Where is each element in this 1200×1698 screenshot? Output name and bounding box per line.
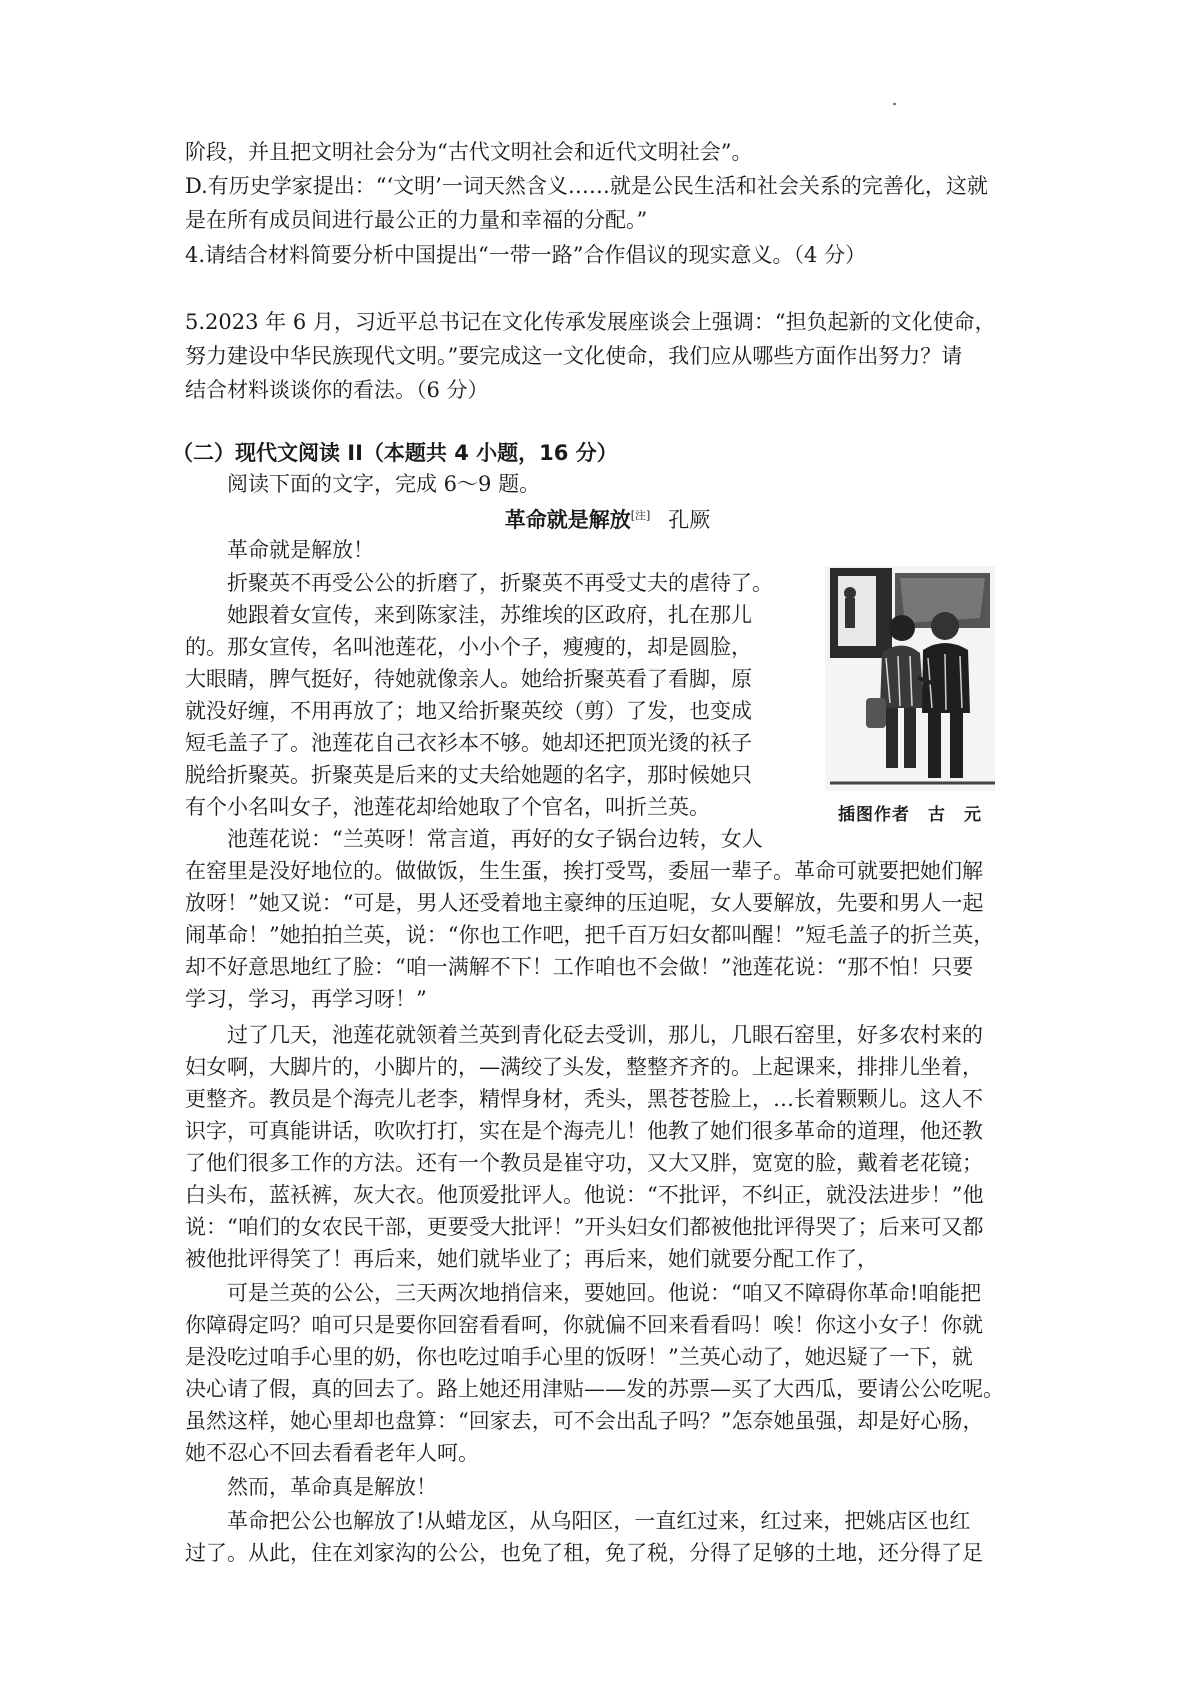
paragraph-line: 了他们很多工作的方法。还有一个教员是崔守功，又大又胖，宽宽的脸，戴着老花镜； — [185, 1151, 983, 1175]
paragraph-line: 白头布，蓝袄裤，灰大衣。他顶爱批评人。他说：“不批评，不纠正，就没法进步！”他 — [185, 1183, 984, 1207]
paragraph-line: 学习，学习，再学习呀！” — [185, 987, 427, 1011]
paragraph-line: 被他批评得笑了！再后来，她们就毕业了；再后来，她们就要分配工作了， — [185, 1247, 878, 1271]
paragraph-line: 妇女啊，大脚片的，小脚片的，—满绞了头发，整整齐齐的。上起课来，排排儿坐着， — [185, 1055, 983, 1079]
paragraph-line: 闹革命！”她拍拍兰英，说：“你也工作吧，把千百万妇女都叫醒！”短毛盖子的折兰英， — [185, 923, 995, 947]
paragraph-line: 的。那女宣传，名叫池莲花，小小个子，瘦瘦的，却是圆脸， — [185, 635, 752, 659]
text-line: 是在所有成员间进行最公正的力量和幸福的分配。” — [185, 208, 648, 232]
paragraph-line: 短毛盖子了。池莲花自己衣衫本不够。她却还把顶光烫的袄子 — [185, 731, 752, 755]
text-line: 努力建设中华民族现代文明。”要完成这一文化使命，我们应从哪些方面作出努力？请 — [185, 344, 963, 368]
section-heading: （二）现代文阅读 II（本题共 4 小题，16 分） — [172, 441, 618, 465]
paragraph-line: 在窑里是没好地位的。做做饭，生生蛋，挨打受骂，委屈一辈子。革命可就要把她们解 — [185, 859, 983, 883]
illustration-caption: 插图作者 古 元 — [838, 805, 982, 825]
paragraph-line: 说：“咱们的女农民干部，更要受大批评！”开头妇女们都被他批评得哭了；后来可又都 — [185, 1215, 984, 1239]
article-author: 孔厥 — [668, 508, 711, 532]
title-footnote-mark: [注] — [630, 509, 651, 522]
paragraph-line: 决心请了假，真的回去了。路上她还用津贴——发的苏票—买了大西瓜，要请公公吃呢。 — [185, 1377, 1004, 1401]
paragraph-line: 是没吃过咱手心里的奶，你也吃过咱手心里的饭呀！”兰英心动了，她迟疑了一下，就 — [185, 1345, 973, 1369]
paragraph-line: 你障碍定吗？咱可只是要你回窑看看呵，你就偏不回来看看吗！唉！你这小女子！你就 — [185, 1313, 983, 1337]
paragraph-line: 她不忍心不回去看看老年人呵。 — [185, 1441, 479, 1465]
paragraph-line: 可是兰英的公公，三天两次地捎信来，要她回。他说：“咱又不障碍你革命!咱能把 — [227, 1281, 982, 1305]
paragraph-line: 就没好缠，不用再放了；地又给折聚英绞（剪）了发，也变成 — [185, 699, 752, 723]
paragraph-line: 革命就是解放！ — [227, 538, 374, 562]
paragraph-line: 过了。从此，住在刘家沟的公公，也免了租，免了税，分得了足够的土地，还分得了足 — [185, 1541, 983, 1565]
paragraph-line: 虽然这样，她心里却也盘算：“回家去，可不会出乱子吗？”怎奈她虽强，却是好心肠， — [185, 1409, 984, 1433]
article-title: 革命就是解放 — [504, 508, 631, 532]
woodcut-illustration — [820, 558, 1005, 828]
paragraph-line: 折聚英不再受公公的折磨了，折聚英不再受丈夫的虐待了。 — [227, 571, 773, 595]
question-5: 5.2023 年 6 月，习近平总书记在文化传承发展座谈会上强调：“担负起新的文化使命， — [185, 310, 996, 334]
paragraph-line: 有个小名叫女子，池莲花却给她取了个官名，叫折兰英。 — [185, 795, 710, 819]
paragraph-line: 池莲花说：“兰英呀！常言道，再好的女子锅台边转，女人 — [227, 827, 763, 851]
paragraph-line: 过了几天，池莲花就领着兰英到青化砭去受训，那儿，几眼石窑里，好多农村来的 — [227, 1023, 983, 1047]
illustration-drawing — [820, 558, 1005, 798]
text-line: 阶段，并且把文明社会分为“古代文明社会和近代文明社会”。 — [185, 140, 753, 164]
scan-speck — [893, 103, 896, 105]
question-4: 4.请结合材料简要分析中国提出“一带一路”合作倡议的现实意义。（4 分） — [185, 243, 867, 267]
article-title-line — [185, 501, 1030, 535]
paragraph-line: 革命把公公也解放了!从蜡龙区，从乌阳区，一直红过来，红过来，把姚店区也红 — [227, 1509, 971, 1533]
paragraph-line: 更整齐。教员是个海壳儿老李，精悍身材，秃头，黑苍苍脸上，…长着颗颗儿。这人不 — [185, 1087, 983, 1111]
paragraph-line: 她跟着女宣传，来到陈家洼，苏维埃的区政府，扎在那儿 — [227, 603, 752, 627]
paragraph-line: 识字，可真能讲话，吹吹打打，实在是个海壳儿！他教了她们很多革命的道理，他还教 — [185, 1119, 983, 1143]
paragraph-line: 却不好意思地红了脸：“咱一满解不下！工作咱也不会做！”池莲花说：“那不怕！只要 — [185, 955, 974, 979]
paragraph-line: 大眼睛，脾气挺好，待她就像亲人。她给折聚英看了看脚，原 — [185, 667, 752, 691]
section-instruction: 阅读下面的文字，完成 6～9 题。 — [227, 472, 541, 496]
paragraph-line: 然而，革命真是解放！ — [227, 1475, 437, 1499]
paragraph-line: 脱给折聚英。折聚英是后来的丈夫给她题的名字，那时候她只 — [185, 763, 752, 787]
text-line: 结合材料谈谈你的看法。（6 分） — [185, 378, 489, 402]
text-line: D.有历史学家提出：“‘文明’一词天然含义……就是公民生活和社会关系的完善化，这就 — [185, 174, 988, 198]
paragraph-line: 放呀！”她又说：“可是，男人还受着地主豪绅的压迫呢，女人要解放，先要和男人一起 — [185, 891, 984, 915]
